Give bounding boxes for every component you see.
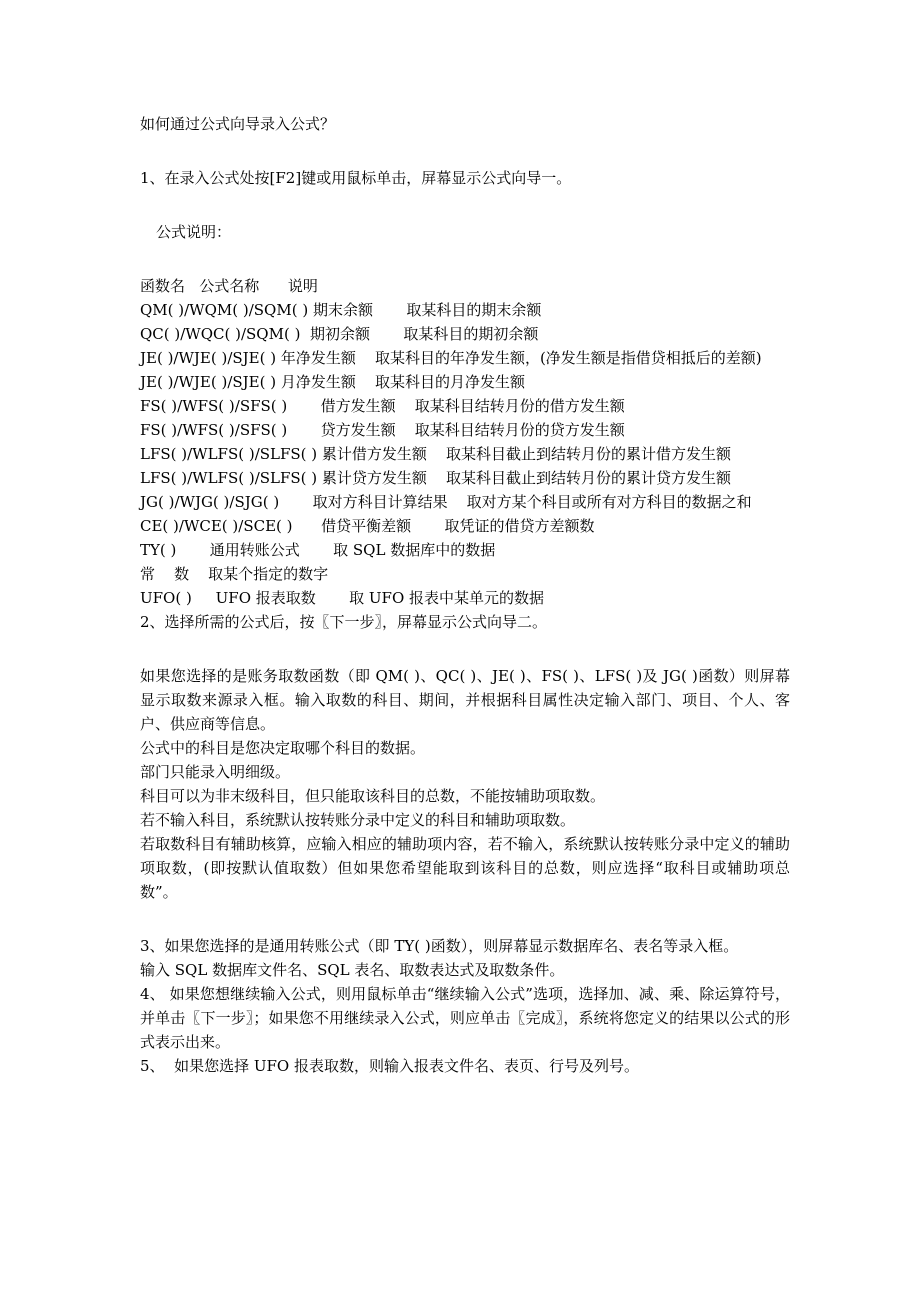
function-row: JG( )/WJG( )/SJG( ) 取对方科目计算结果 取对方某个科目或所有对方科目的数据之和	[140, 493, 752, 511]
function-row: QC( )/WQC( )/SQM( ) 期初余额 取某科目的期初余额	[140, 325, 539, 343]
step-3: 3、如果您选择的是通用转账公式（即 TY( )函数），则屏幕显示数据库名、表名等录入框。	[140, 937, 739, 955]
function-row: CE( )/WCE( )/SCE( ) 借贷平衡差额 取凭证的借贷方差额数	[140, 517, 595, 535]
page-title: 如何通过公式向导录入公式？	[140, 115, 336, 133]
function-row: 常 数 取某个指定的数字	[140, 565, 329, 583]
step-2: 2、选择所需的公式后，按〖下一步〗，屏幕显示公式向导二。	[140, 613, 548, 631]
function-row: FS( )/WFS( )/SFS( ) 借方发生额 取某科目结转月份的借方发生额	[140, 397, 625, 415]
document-body	[140, 112, 790, 1078]
step-4: 4、 如果您想继续输入公式，则用鼠标单击“继续输入公式”选项，选择加、减、乘、除运算符号，并单击〖下一步〗；如果您不用继续录入公式，则应单击〖完成〗，系统将您定义的结果以公式的形式表示出来。	[140, 985, 790, 1051]
function-row: FS( )/WFS( )/SFS( ) 贷方发生额 取某科目结转月份的贷方发生额	[140, 421, 625, 439]
formula-note-label: 公式说明：	[156, 223, 232, 241]
step-3-detail: 输入 SQL 数据库文件名、SQL 表名、取数表达式及取数条件。	[140, 961, 565, 979]
step-1: 1、在录入公式处按[F2]键或用鼠标单击，屏幕显示公式向导一。	[140, 169, 572, 187]
step-5: 5、 如果您选择 UFO 报表取数，则输入报表文件名、表页、行号及列号。	[140, 1057, 639, 1075]
function-row: LFS( )/WLFS( )/SLFS( ) 累计贷方发生额 取某科目截止到结转月份的累计贷方发生额	[140, 469, 731, 487]
function-row: JE( )/WJE( )/SJE( ) 年净发生额 取某科目的年净发生额，(净发生额是指借贷相抵后的差额)	[140, 349, 762, 367]
function-row: JE( )/WJE( )/SJE( ) 月净发生额 取某科目的月净发生额	[140, 373, 525, 391]
function-row: QM( )/WQM( )/SQM( ) 期末余额 取某科目的期末余额	[140, 301, 542, 319]
function-row: UFO( ) UFO 报表取数 取 UFO 报表中某单元的数据	[140, 589, 545, 607]
note-no-subject: 若不输入科目，系统默认按转账分录中定义的科目和辅助项取数。	[140, 811, 576, 829]
function-row: LFS( )/WLFS( )/SLFS( ) 累计借方发生额 取某科目截止到结转月份的累计借方发生额	[140, 445, 731, 463]
note-department: 部门只能录入明细级。	[140, 763, 291, 781]
function-row: TY( ) 通用转账公式 取 SQL 数据库中的数据	[140, 541, 496, 559]
note-non-leaf-subject: 科目可以为非末级科目，但只能取该科目的总数，不能按辅助项取数。	[140, 787, 606, 805]
table-header: 函数名 公式名称 说明	[140, 277, 318, 295]
paragraph-accounting-functions: 如果您选择的是账务取数函数（即 QM( )、QC( )、JE( )、FS( )、LFS( )及 JG( )函数）则屏幕显示取数来源录入框。输入取数的科目、期间，并根据科目属性决定输入部门、项目、个人、客户、供应商等信息。	[140, 667, 790, 733]
note-subject: 公式中的科目是您决定取哪个科目的数据。	[140, 739, 426, 757]
paragraph-auxiliary: 若取数科目有辅助核算，应输入相应的辅助项内容，若不输入，系统默认按转账分录中定义的辅助项取数，(即按默认值取数）但如果您希望能取到该科目的总数，则应选择“取科目或辅助项总数”。	[140, 835, 790, 901]
